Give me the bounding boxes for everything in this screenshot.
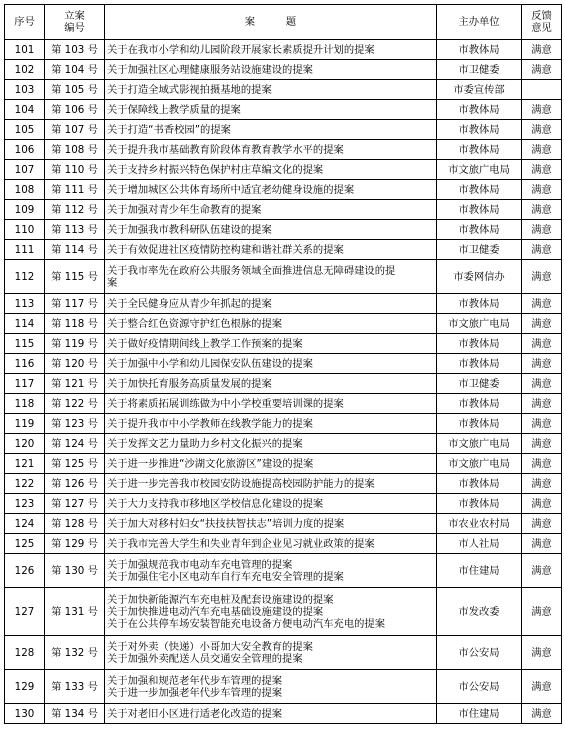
row-unit: 市卫健委 [437, 374, 522, 394]
row-seq: 129 [5, 670, 45, 704]
row-seq: 104 [5, 100, 45, 120]
row-feedback: 满意 [522, 636, 562, 670]
row-title-line: 关于加快托育服务高质量发展的提案 [107, 377, 272, 390]
row-case-no: 第 121 号 [45, 374, 105, 394]
header-feedback-line2: 意见 [531, 22, 552, 34]
row-seq: 102 [5, 60, 45, 80]
row-feedback: 满意 [522, 454, 562, 474]
row-title [105, 40, 437, 60]
row-unit: 市委网信办 [437, 260, 522, 294]
row-title [105, 80, 437, 100]
row-feedback: 满意 [522, 160, 562, 180]
table-row [5, 334, 562, 354]
row-feedback: 满意 [522, 374, 562, 394]
row-title [105, 494, 437, 514]
row-feedback: 满意 [522, 220, 562, 240]
row-unit: 市教体局 [437, 200, 522, 220]
row-case-no: 第 113 号 [45, 220, 105, 240]
table-row [5, 534, 562, 554]
row-case-no: 第 120 号 [45, 354, 105, 374]
table-row [5, 434, 562, 454]
row-title-line: 关于大力支持我市移地区学校信息化建设的提案 [107, 497, 324, 510]
table-row [5, 260, 562, 294]
row-feedback: 满意 [522, 414, 562, 434]
row-unit: 市教体局 [437, 354, 522, 374]
table-row [5, 636, 562, 670]
row-feedback: 满意 [522, 140, 562, 160]
row-seq: 125 [5, 534, 45, 554]
row-title [105, 554, 437, 588]
proposal-table-sheet [4, 4, 561, 724]
row-seq: 122 [5, 474, 45, 494]
row-case-no: 第 128 号 [45, 514, 105, 534]
row-case-no: 第 130 号 [45, 554, 105, 588]
row-title-line: 关于保障线上教学质量的提案 [107, 103, 241, 116]
row-title-line: 关于进一步推进“沙湖文化旅游区”建设的提案 [107, 457, 314, 470]
row-title-line: 关于加快新能源汽车充电桩及配套设施建设的提案 [107, 593, 334, 606]
table-row [5, 354, 562, 374]
row-case-no: 第 133 号 [45, 670, 105, 704]
row-title-line: 关于加强住宅小区电动车自行车充电安全管理的提案 [107, 570, 344, 583]
row-unit: 市文旅广电局 [437, 160, 522, 180]
row-unit: 市教体局 [437, 334, 522, 354]
row-feedback: 满意 [522, 494, 562, 514]
row-title [105, 434, 437, 454]
table-body [5, 40, 562, 724]
row-seq: 107 [5, 160, 45, 180]
row-title [105, 314, 437, 334]
table-row [5, 60, 562, 80]
table-row [5, 588, 562, 636]
row-title [105, 514, 437, 534]
row-title [105, 60, 437, 80]
row-feedback: 满意 [522, 534, 562, 554]
row-case-no: 第 129 号 [45, 534, 105, 554]
table-row [5, 140, 562, 160]
row-unit: 市教体局 [437, 414, 522, 434]
row-title [105, 120, 437, 140]
row-title-line: 关于整合红色资源守护红色根脉的提案 [107, 317, 283, 330]
row-unit: 市发改委 [437, 588, 522, 636]
row-unit: 市教体局 [437, 140, 522, 160]
row-feedback: 满意 [522, 100, 562, 120]
row-unit: 市农业农村局 [437, 514, 522, 534]
header-case-no-line2: 编号 [64, 22, 85, 34]
table-row [5, 704, 562, 724]
row-feedback: 满意 [522, 294, 562, 314]
row-title-line: 关于发挥文艺力量助力乡村文化振兴的提案 [107, 437, 303, 450]
row-case-no: 第 115 号 [45, 260, 105, 294]
row-title-line: 关于提升我市中小学教师在线教学能力的提案 [107, 417, 313, 430]
row-case-no: 第 112 号 [45, 200, 105, 220]
row-seq: 101 [5, 40, 45, 60]
row-seq: 130 [5, 704, 45, 724]
row-seq: 114 [5, 314, 45, 334]
header-case-no-line1: 立案 [64, 10, 85, 22]
row-title-line: 关于加强社区心理健康服务站设施建设的提案 [107, 63, 313, 76]
table-row [5, 220, 562, 240]
row-unit: 市教体局 [437, 294, 522, 314]
row-seq: 118 [5, 394, 45, 414]
row-seq: 128 [5, 636, 45, 670]
table-row [5, 454, 562, 474]
row-seq: 110 [5, 220, 45, 240]
row-feedback: 满意 [522, 240, 562, 260]
row-title [105, 374, 437, 394]
row-seq: 113 [5, 294, 45, 314]
row-title-line: 关于进一步完善我市校园安防设施提高校园防护能力的提案 [107, 477, 375, 490]
header-unit: 主办单位 [437, 5, 522, 40]
row-title-line: 关于进一步加强老年代步车管理的提案 [107, 686, 283, 699]
row-case-no: 第 118 号 [45, 314, 105, 334]
row-title [105, 394, 437, 414]
row-seq: 123 [5, 494, 45, 514]
row-title [105, 100, 437, 120]
row-case-no: 第 127 号 [45, 494, 105, 514]
row-seq: 115 [5, 334, 45, 354]
row-feedback: 满意 [522, 588, 562, 636]
table-row [5, 474, 562, 494]
row-seq: 116 [5, 354, 45, 374]
row-title-line: 关于在我市小学和幼儿园阶段开展家长素质提升计划的提案 [107, 43, 375, 56]
row-unit: 市公安局 [437, 670, 522, 704]
row-feedback: 满意 [522, 554, 562, 588]
table-row [5, 40, 562, 60]
row-title [105, 180, 437, 200]
row-title-line: 关于支持乡村振兴特色保护村庄草编文化的提案 [107, 163, 324, 176]
table-row [5, 294, 562, 314]
row-title-line: 关于加强规范我市电动车充电管理的提案 [107, 558, 293, 571]
row-feedback: 满意 [522, 40, 562, 60]
table-row [5, 494, 562, 514]
table-row [5, 240, 562, 260]
row-case-no: 第 104 号 [45, 60, 105, 80]
row-unit: 市教体局 [437, 120, 522, 140]
table-row [5, 554, 562, 588]
row-case-no: 第 123 号 [45, 414, 105, 434]
row-case-no: 第 117 号 [45, 294, 105, 314]
row-title [105, 636, 437, 670]
row-unit: 市文旅广电局 [437, 434, 522, 454]
row-case-no: 第 124 号 [45, 434, 105, 454]
row-unit: 市文旅广电局 [437, 454, 522, 474]
row-case-no: 第 131 号 [45, 588, 105, 636]
proposal-table [4, 4, 562, 724]
row-title [105, 160, 437, 180]
table-row [5, 374, 562, 394]
table-row [5, 314, 562, 334]
row-seq: 119 [5, 414, 45, 434]
row-unit: 市人社局 [437, 534, 522, 554]
table-row [5, 514, 562, 534]
row-title-line: 关于做好疫情期间线上教学工作预案的提案 [107, 337, 303, 350]
table-row [5, 394, 562, 414]
row-title [105, 414, 437, 434]
row-case-no: 第 126 号 [45, 474, 105, 494]
row-feedback: 满意 [522, 180, 562, 200]
header-feedback-line1: 反馈 [531, 10, 552, 22]
row-feedback: 满意 [522, 514, 562, 534]
table-row [5, 200, 562, 220]
row-unit: 市教体局 [437, 474, 522, 494]
row-seq: 103 [5, 80, 45, 100]
row-feedback: 满意 [522, 354, 562, 374]
row-feedback: 满意 [522, 434, 562, 454]
row-seq: 126 [5, 554, 45, 588]
header-title: 案 题 [105, 5, 437, 40]
row-feedback: 满意 [522, 260, 562, 294]
row-case-no: 第 114 号 [45, 240, 105, 260]
header-case-no [45, 5, 105, 40]
row-unit: 市教体局 [437, 180, 522, 200]
row-title [105, 334, 437, 354]
row-feedback: 满意 [522, 394, 562, 414]
table-row [5, 414, 562, 434]
row-title-line: 关于将素质拓展训练做为中小学校重要培训课的提案 [107, 397, 344, 410]
table-row [5, 670, 562, 704]
row-title [105, 240, 437, 260]
row-title [105, 670, 437, 704]
row-title [105, 140, 437, 160]
row-title-line: 关于打造“书香校园”的提案 [107, 123, 231, 136]
row-title-line: 关于加强和规范老年代步车管理的提案 [107, 674, 283, 687]
row-title-line: 关于有效促进社区疫情防控构建和谐社群关系的提案 [107, 243, 344, 256]
table-row [5, 180, 562, 200]
row-title-line: 关于打造全域式影视拍摄基地的提案 [107, 83, 272, 96]
row-case-no: 第 106 号 [45, 100, 105, 120]
row-title-line: 关于加强外卖配送人员交通安全管理的提案 [107, 652, 303, 665]
row-feedback: 满意 [522, 200, 562, 220]
row-case-no: 第 105 号 [45, 80, 105, 100]
row-case-no: 第 108 号 [45, 140, 105, 160]
row-unit: 市卫健委 [437, 240, 522, 260]
row-title-line: 关于增加城区公共体育场所中适宜老幼健身设施的提案 [107, 183, 355, 196]
row-unit: 市文旅广电局 [437, 314, 522, 334]
row-title-line: 关于全民健身应从青少年抓起的提案 [107, 297, 272, 310]
row-feedback: 满意 [522, 60, 562, 80]
row-title-line: 关于加强对青少年生命教育的提案 [107, 203, 262, 216]
row-title-line: 关于对外卖（快递）小哥加大安全教育的提案 [107, 640, 313, 653]
header-seq: 序号 [5, 5, 45, 40]
row-title [105, 704, 437, 724]
row-title [105, 354, 437, 374]
row-title-line: 关于我市率先在政府公共服务领域全面推进信息无障碍建设的提 [107, 264, 396, 277]
row-title [105, 588, 437, 636]
row-seq: 121 [5, 454, 45, 474]
row-title [105, 200, 437, 220]
row-seq: 117 [5, 374, 45, 394]
header-row [5, 5, 562, 40]
row-unit: 市卫健委 [437, 60, 522, 80]
row-feedback: 满意 [522, 334, 562, 354]
row-seq: 106 [5, 140, 45, 160]
row-unit: 市住建局 [437, 554, 522, 588]
row-seq: 108 [5, 180, 45, 200]
row-feedback: 满意 [522, 704, 562, 724]
row-feedback [522, 80, 562, 100]
row-case-no: 第 103 号 [45, 40, 105, 60]
header-feedback [522, 5, 562, 40]
row-case-no: 第 122 号 [45, 394, 105, 414]
row-title-line: 关于对老旧小区进行适老化改造的提案 [107, 707, 283, 720]
row-unit: 市教体局 [437, 100, 522, 120]
row-unit: 市教体局 [437, 40, 522, 60]
row-seq: 111 [5, 240, 45, 260]
row-case-no: 第 111 号 [45, 180, 105, 200]
row-title-line: 案 [107, 276, 118, 289]
row-title-line: 关于在公共停车场安装智能充电设备方便电动汽车充电的提案 [107, 617, 386, 630]
row-feedback: 满意 [522, 474, 562, 494]
row-title [105, 454, 437, 474]
row-title-line: 关于加强我市教科研队伍建设的提案 [107, 223, 272, 236]
row-title [105, 474, 437, 494]
row-seq: 120 [5, 434, 45, 454]
row-seq: 109 [5, 200, 45, 220]
row-title-line: 关于加快推进电动汽车充电基础设施建设的提案 [107, 605, 324, 618]
row-title-line: 关于我市完善大学生和失业青年到企业见习就业政策的提案 [107, 537, 375, 550]
row-unit: 市委宣传部 [437, 80, 522, 100]
row-seq: 127 [5, 588, 45, 636]
row-unit: 市教体局 [437, 494, 522, 514]
row-case-no: 第 132 号 [45, 636, 105, 670]
row-case-no: 第 119 号 [45, 334, 105, 354]
row-case-no: 第 125 号 [45, 454, 105, 474]
row-case-no: 第 107 号 [45, 120, 105, 140]
row-feedback: 满意 [522, 670, 562, 704]
row-title [105, 534, 437, 554]
table-row [5, 80, 562, 100]
row-title [105, 260, 437, 294]
row-title-line: 关于加大对移村妇女“扶技扶智扶志”培训力度的提案 [107, 517, 345, 530]
row-unit: 市教体局 [437, 220, 522, 240]
row-case-no: 第 110 号 [45, 160, 105, 180]
row-title [105, 220, 437, 240]
row-seq: 124 [5, 514, 45, 534]
table-row [5, 100, 562, 120]
row-title-line: 关于加强中小学和幼儿园保安队伍建设的提案 [107, 357, 313, 370]
row-title [105, 294, 437, 314]
row-seq: 112 [5, 260, 45, 294]
row-unit: 市教体局 [437, 394, 522, 414]
row-unit: 市公安局 [437, 636, 522, 670]
row-title-line: 关于提升我市基础教育阶段体育教育教学水平的提案 [107, 143, 344, 156]
row-seq: 105 [5, 120, 45, 140]
table-row [5, 160, 562, 180]
row-unit: 市住建局 [437, 704, 522, 724]
row-feedback: 满意 [522, 120, 562, 140]
table-row [5, 120, 562, 140]
row-feedback: 满意 [522, 314, 562, 334]
row-case-no: 第 134 号 [45, 704, 105, 724]
